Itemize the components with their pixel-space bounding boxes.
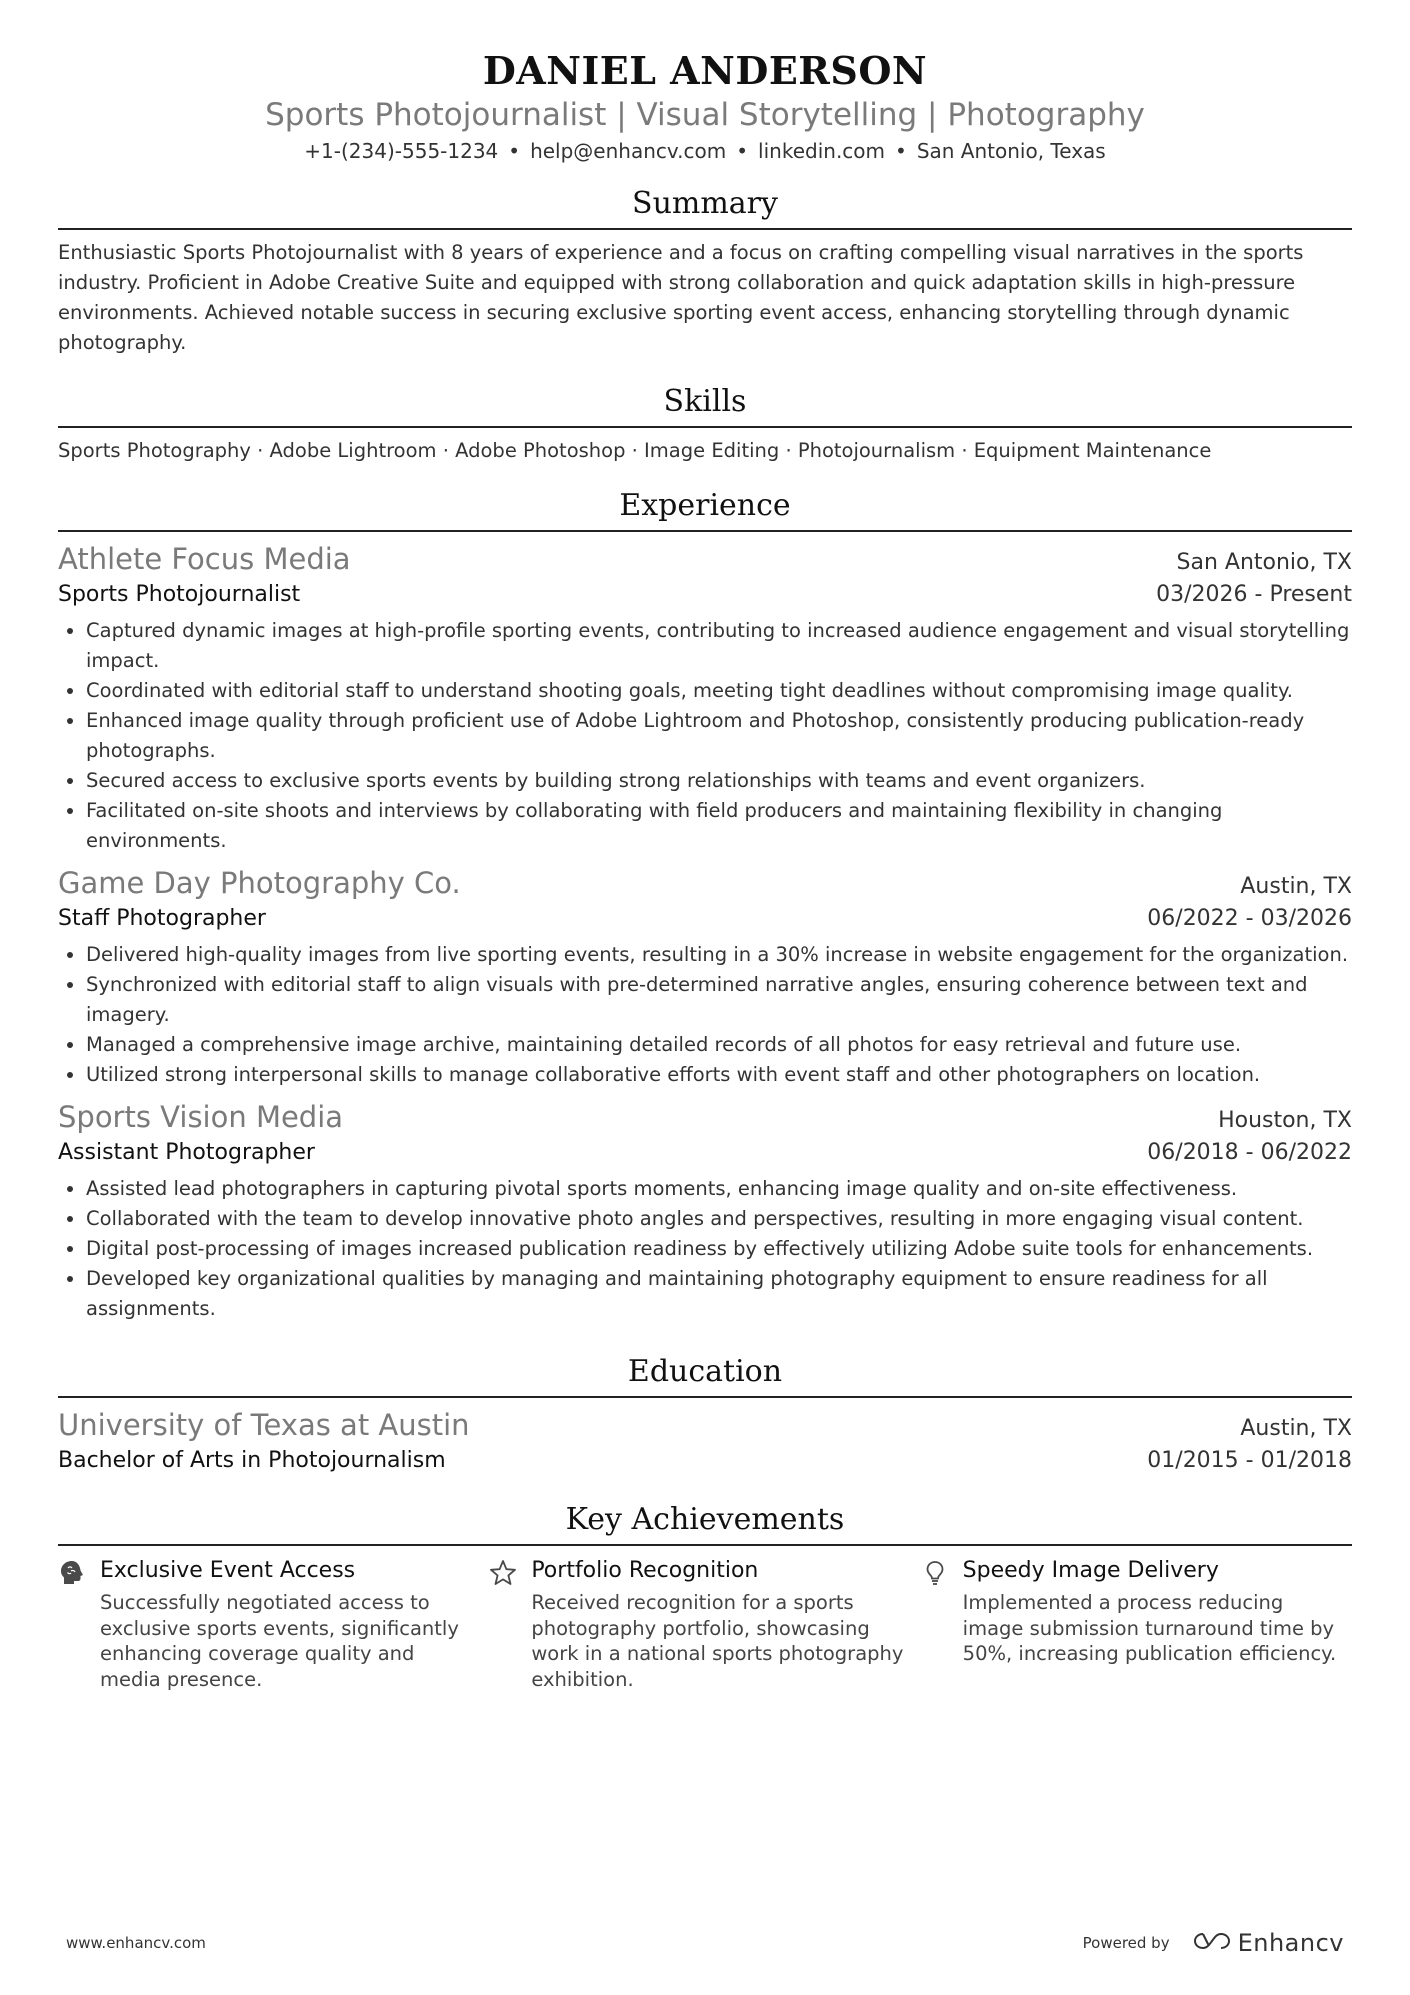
job-location: San Antonio, TX [1176, 550, 1352, 575]
achievement-title: Speedy Image Delivery [962, 1558, 1219, 1583]
job-entry [58, 1098, 1352, 1324]
job-entry [58, 540, 1352, 856]
job-role: Sports Photojournalist [58, 582, 301, 607]
brain-head-icon [58, 1556, 100, 1692]
star-icon [489, 1556, 531, 1692]
job-bullet: • Secured access to exclusive sports events by building strong relationships with teams and event organizers. [86, 766, 1352, 796]
job-bullet: • Delivered high-quality images from live sporting events, resulting in a 30% increase in website engagement for the organization. [86, 940, 1352, 970]
contact-location: San Antonio, Texas [916, 139, 1106, 163]
job-bullet: • Assisted lead photographers in capturing pivotal sports moments, enhancing image quality and on-site effectiveness. [86, 1174, 1352, 1204]
education-entry [58, 1406, 1352, 1478]
education-school: University of Texas at Austin [58, 1408, 470, 1442]
page-footer [66, 1929, 1344, 1957]
job-bullets [58, 1174, 1352, 1324]
job-bullet: • Collaborated with the team to develop innovative photo angles and perspectives, resulting in more engaging visual content. [86, 1204, 1352, 1234]
achievement-item [58, 1556, 489, 1692]
job-company: Athlete Focus Media [58, 542, 351, 576]
job-dates: 06/2022 - 03/2026 [1147, 906, 1352, 931]
contact-phone: +1-(234)-555-1234 [304, 139, 499, 163]
job-bullet: • Utilized strong interpersonal skills to manage collaborative efforts with event staff and other photographers on location. [86, 1060, 1352, 1090]
achievement-description: Successfully negotiated access to exclusive sports events, significantly enhancing coverage quality and media presence. [100, 1591, 459, 1691]
skills-heading: Skills [58, 382, 1352, 428]
job-dates: 06/2018 - 06/2022 [1147, 1140, 1352, 1165]
job-entry [58, 864, 1352, 1090]
candidate-name: DANIEL ANDERSON [482, 48, 928, 93]
footer-url[interactable]: www.enhancv.com [66, 1934, 206, 1952]
education-degree: Bachelor of Arts in Photojournalism [58, 1448, 446, 1473]
education-heading: Education [58, 1352, 1352, 1398]
powered-by-label: Powered by [1082, 1934, 1170, 1952]
skills-list: Sports Photography · Adobe Lightroom · Adobe Photoshop · Image Editing · Photojournalism · Equipment Maintenance [58, 439, 1212, 462]
job-location: Houston, TX [1218, 1108, 1352, 1133]
powered-by [1083, 1929, 1344, 1957]
job-bullet: • Managed a comprehensive image archive, maintaining detailed records of all photos for easy retrieval and future use. [86, 1030, 1352, 1060]
experience-heading: Experience [58, 486, 1352, 532]
job-company: Game Day Photography Co. [58, 866, 461, 900]
job-bullet: • Coordinated with editorial staff to understand shooting goals, meeting tight deadlines without compromising image quality. [86, 676, 1352, 706]
education-dates: 01/2015 - 01/2018 [1147, 1448, 1352, 1473]
achievement-title: Exclusive Event Access [100, 1558, 356, 1583]
job-bullet: • Enhanced image quality through proficient use of Adobe Lightroom and Photoshop, consistently producing publication-ready photographs. [86, 706, 1352, 766]
summary-section [58, 184, 1352, 358]
candidate-headline: Sports Photojournalist | Visual Storytelling | Photography [265, 97, 1145, 133]
job-bullet: • Facilitated on-site shoots and interviews by collaborating with field producers and maintaining flexibility in changing environments. [86, 796, 1352, 856]
achievements-grid [58, 1556, 1352, 1692]
achievement-title: Portfolio Recognition [531, 1558, 759, 1583]
education-section [58, 1352, 1352, 1478]
education-location: Austin, TX [1240, 1416, 1352, 1441]
job-dates: 03/2026 - Present [1156, 582, 1352, 607]
achievement-description: Received recognition for a sports photography portfolio, showcasing work in a national sports photography exhibition. [531, 1591, 904, 1691]
lightbulb-icon [921, 1556, 963, 1692]
job-bullets [58, 616, 1352, 856]
brand-name: Enhancv [1237, 1929, 1344, 1957]
contact-linkedin[interactable]: linkedin.com [758, 139, 886, 163]
achievement-item [921, 1556, 1352, 1692]
job-location: Austin, TX [1240, 874, 1352, 899]
experience-section [58, 486, 1352, 1324]
job-role: Staff Photographer [58, 906, 266, 931]
contact-separator: • [736, 139, 749, 163]
job-bullets [58, 940, 1352, 1090]
achievement-description: Implemented a process reducing image submission turnaround time by 50%, increasing publication efficiency. [962, 1591, 1337, 1665]
achievements-heading: Key Achievements [58, 1500, 1352, 1546]
contact-line [58, 136, 1352, 166]
job-company: Sports Vision Media [58, 1100, 344, 1134]
summary-heading: Summary [58, 184, 1352, 230]
achievements-section [58, 1500, 1352, 1692]
contact-email[interactable]: help@enhancv.com [530, 139, 727, 163]
contact-separator: • [895, 139, 907, 163]
enhancv-logo-icon[interactable] [1192, 1930, 1232, 1956]
resume-header [58, 0, 1352, 166]
job-bullet: • Developed key organizational qualities by managing and maintaining photography equipment to ensure readiness for all assignments. [86, 1264, 1352, 1324]
job-bullet: • Captured dynamic images at high-profile sporting events, contributing to increased audience engagement and visual storytelling impact. [86, 616, 1352, 676]
job-role: Assistant Photographer [58, 1140, 315, 1165]
job-bullet: • Synchronized with editorial staff to align visuals with pre-determined narrative angles, ensuring coherence between text and imagery. [86, 970, 1352, 1030]
achievement-item [489, 1556, 920, 1692]
skills-section [58, 382, 1352, 466]
contact-separator: • [508, 139, 521, 163]
job-bullet: • Digital post-processing of images increased publication readiness by effectively utilizing Adobe suite tools for enhancements. [86, 1234, 1352, 1264]
summary-text: Enthusiastic Sports Photojournalist with 8 years of experience and a focus on crafting compelling visual narratives in the sports industry. Proficient in Adobe Creative Suite and equipped with strong collaboration and quick adaptation skills in high-pressure environments. Achieved notable success in securing exclusive sporting event access, enhancing storytelling through dynamic photography. [58, 241, 1304, 354]
